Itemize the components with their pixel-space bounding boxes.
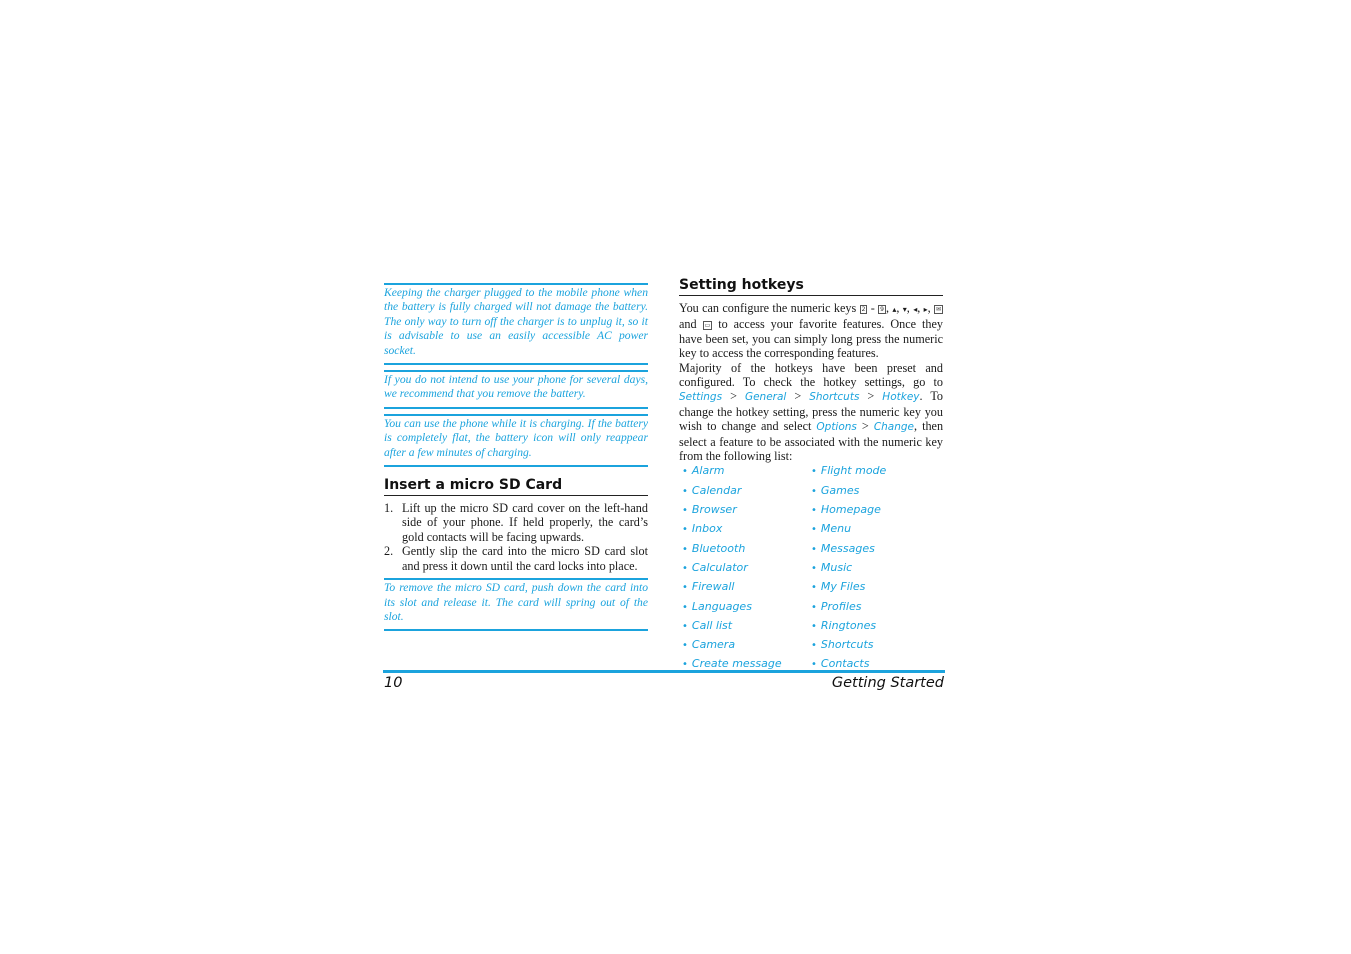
feature-label: Calendar <box>691 483 742 497</box>
bullet-icon: • <box>682 640 688 652</box>
menu-shortcuts-link: Shortcuts <box>809 391 860 404</box>
config-text-2: . To change the hotkey setting, press the numeric key you wish to change and select <box>679 389 944 434</box>
feature-item <box>808 522 937 541</box>
bullet-icon: • <box>682 466 688 478</box>
bullet-icon: • <box>682 543 688 555</box>
feature-item <box>808 464 937 483</box>
bullet-icon: • <box>682 620 688 632</box>
config-text-3: , then select a feature to be associated with the numeric key from the following list: <box>679 419 944 464</box>
feature-label: Ringtones <box>820 618 877 632</box>
menu-options-link: Options <box>816 421 857 434</box>
bullet-icon: • <box>811 543 817 555</box>
feature-label: Contacts <box>820 657 870 671</box>
feature-label: Firewall <box>691 580 735 594</box>
note-charging-use: You can use the phone while it is charging. If the battery is completely flat, the battery icon will only reappear after a few minutes of charging. <box>384 414 648 467</box>
hotkeys-intro: You can configure the numeric keys 2 - 9 , ▴, ▾, ◂, ▸, ✉ and ▭ to access your favorite features. Once they have been set, you can simply long press the numeric key to access the corresponding features. <box>679 301 944 361</box>
feature-label: Camera <box>691 638 736 652</box>
bullet-icon: • <box>811 620 817 632</box>
menu-settings-link: Settings <box>679 391 723 404</box>
intro-text: You can configure the numeric keys <box>679 301 857 315</box>
separator: > <box>794 389 802 404</box>
step-text: Gently slip the card into the micro SD card slot and press it down until the card locks into place. <box>402 544 648 573</box>
camera-key-icon: ▭ <box>704 322 711 330</box>
separator: > <box>730 389 737 404</box>
note-remove-battery: If you do not intend to use your phone for several days, we recommend that you remove the battery. <box>384 370 648 409</box>
feature-item <box>808 600 937 619</box>
separator: > <box>861 419 869 434</box>
menu-change-link: Change <box>873 421 915 434</box>
feature-item <box>679 522 808 541</box>
bullet-icon: • <box>682 659 688 671</box>
feature-item <box>808 561 937 580</box>
message-key-icon: ✉ <box>936 306 942 313</box>
feature-item <box>808 580 937 599</box>
step-number: 2. <box>384 544 394 559</box>
feature-item <box>679 484 808 503</box>
bullet-icon: • <box>682 524 688 536</box>
bullet-icon: • <box>811 562 817 574</box>
feature-label: Bluetooth <box>691 541 746 555</box>
note-charger: Keeping the charger plugged to the mobile phone when the battery is fully charged will not damage the battery. The only way to turn off the charger is to unplug it, so it is advisable to use an easily accessible AC power socket. <box>384 283 648 365</box>
section-title-sd-card: Insert a micro SD Card <box>384 477 648 496</box>
feature-label: Create message <box>691 657 782 671</box>
feature-label: Homepage <box>820 503 881 517</box>
feature-label: Profiles <box>820 599 862 613</box>
feature-item <box>808 619 937 638</box>
feature-label: Messages <box>820 541 875 555</box>
bullet-icon: • <box>811 466 817 478</box>
feature-label: Alarm <box>691 464 725 478</box>
feature-label: Menu <box>820 522 852 536</box>
footer-section-title: Getting Started <box>831 675 944 691</box>
bullet-icon: • <box>682 582 688 594</box>
feature-label: Languages <box>691 599 752 613</box>
feature-item <box>679 542 808 561</box>
feature-item <box>808 638 937 657</box>
sd-card-steps <box>384 501 648 573</box>
feature-item <box>679 638 808 657</box>
bullet-icon: • <box>811 582 817 594</box>
feature-item <box>679 600 808 619</box>
nav-up-icon: ▴ <box>892 305 897 314</box>
feature-list <box>679 464 943 676</box>
feature-item <box>679 619 808 638</box>
section-title-hotkeys: Setting hotkeys <box>679 277 943 296</box>
separator: > <box>867 389 875 404</box>
left-column <box>384 283 648 631</box>
step-item <box>384 501 648 544</box>
feature-item <box>808 503 937 522</box>
bullet-icon: • <box>811 505 817 517</box>
feature-label: Call list <box>691 618 733 632</box>
feature-item <box>679 580 808 599</box>
intro-text-end: to access your favorite features. Once they have been set, you can simply long press the numeric key to access the corresponding features. <box>679 317 944 361</box>
feature-label: My Files <box>820 580 866 594</box>
feature-item <box>679 464 808 483</box>
feature-label: Flight mode <box>820 464 887 478</box>
feature-item <box>808 542 937 561</box>
feature-label: Inbox <box>691 522 723 536</box>
bullet-icon: • <box>682 562 688 574</box>
note-remove-sd: To remove the micro SD card, push down the card into its slot and release it. The card will spring out of the slot. <box>384 578 648 631</box>
config-text: Majority of the hotkeys have been preset and configured. To check the hotkey settings, go to <box>679 360 943 390</box>
bullet-icon: • <box>811 601 817 613</box>
hotkeys-config <box>679 361 943 464</box>
nav-left-icon: ◂ <box>913 305 918 314</box>
right-column <box>679 277 943 677</box>
feature-item <box>679 503 808 522</box>
feature-label: Music <box>820 560 853 574</box>
bullet-icon: • <box>811 659 817 671</box>
bullet-icon: • <box>811 524 817 536</box>
nav-right-icon: ▸ <box>923 305 928 314</box>
nav-down-icon: ▾ <box>902 305 907 314</box>
key-9-icon: 9 <box>880 306 884 313</box>
feature-label: Shortcuts <box>820 638 874 652</box>
page-number: 10 <box>384 675 403 691</box>
feature-item <box>808 484 937 503</box>
menu-general-link: General <box>744 391 787 404</box>
bullet-icon: • <box>811 485 817 497</box>
feature-label: Browser <box>691 503 737 517</box>
menu-hotkey-link: Hotkey <box>882 391 920 404</box>
page-footer <box>383 670 945 695</box>
bullet-icon: • <box>682 601 688 613</box>
bullet-icon: • <box>811 640 817 652</box>
feature-label: Games <box>820 483 860 497</box>
dash-text: - <box>870 301 875 315</box>
feature-label: Calculator <box>691 560 748 574</box>
step-text: Lift up the micro SD card cover on the left-hand side of your phone. If held properly, the card’s gold contacts will be facing upwards. <box>402 501 648 544</box>
step-number: 1. <box>384 501 394 516</box>
key-2-icon: 2 <box>861 306 866 313</box>
step-item <box>384 544 648 573</box>
and-text: and <box>679 317 697 332</box>
bullet-icon: • <box>682 485 688 497</box>
bullet-icon: • <box>682 505 688 517</box>
feature-item <box>679 561 808 580</box>
